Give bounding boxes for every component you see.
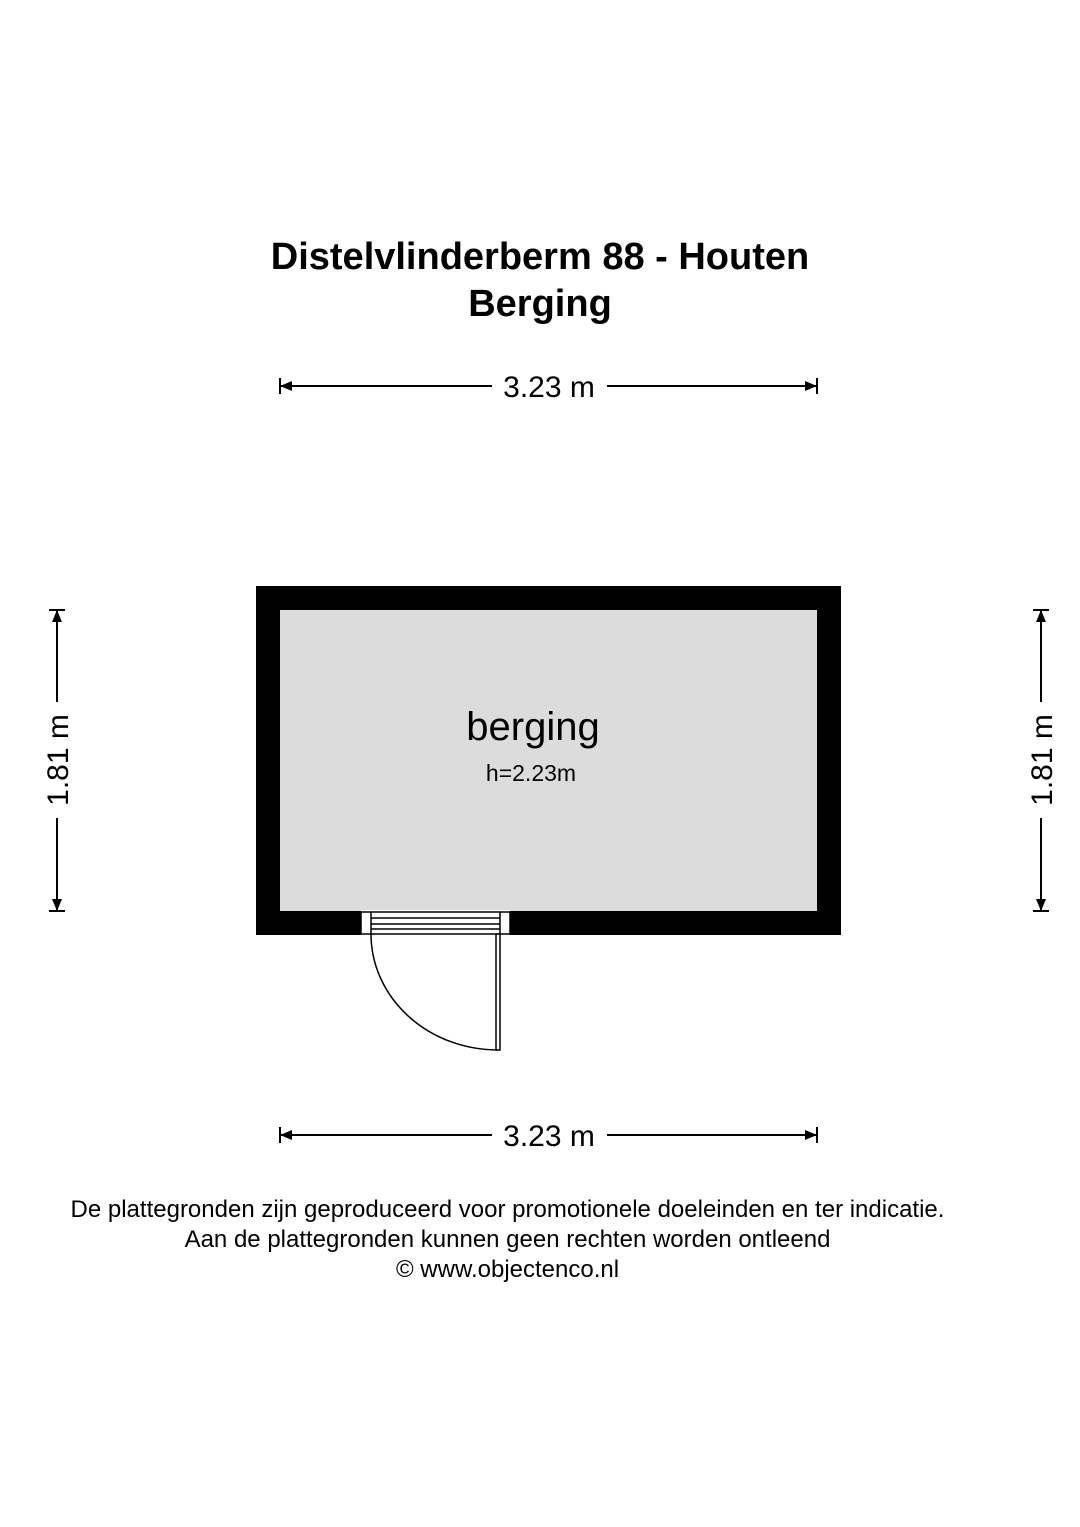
right-dimension (1026, 610, 1059, 911)
right-dimension-label: 1.81 m (1026, 714, 1059, 806)
copyright-line: © www.objectenco.nl (395, 1256, 620, 1283)
door-swing (371, 934, 500, 1050)
disclaimer-line-2: Aan de plattegronden kunnen geen rechten worden ontleend (184, 1226, 831, 1253)
room-height-label: h=2.23m (485, 760, 577, 786)
left-dimension (42, 610, 75, 911)
room-label: berging (466, 705, 600, 749)
disclaimer-line-1: De plattegronden zijn geproduceerd voor promotionele doeleinden en ter indicatie. (70, 1196, 945, 1223)
left-dimension-label: 1.81 m (42, 714, 75, 806)
bottom-dimension (280, 1120, 817, 1153)
top-dimension-label: 3.23 m (503, 371, 595, 404)
door-opening (361, 910, 510, 936)
floor-subtitle: Berging (468, 283, 612, 325)
page-title: Distelvlinderberm 88 - Houten (270, 236, 810, 278)
bottom-dimension-label: 3.23 m (503, 1120, 595, 1153)
top-dimension (280, 371, 817, 404)
